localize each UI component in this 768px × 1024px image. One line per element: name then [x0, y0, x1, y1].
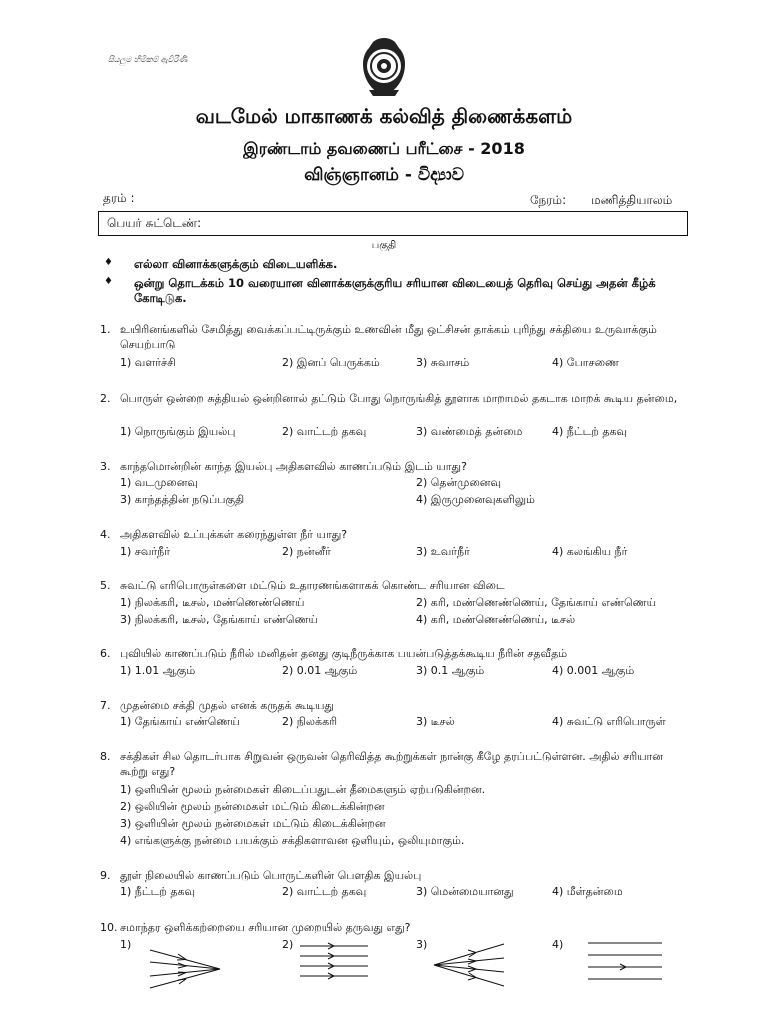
option-2[interactable]: 2) தென்முனைவு: [416, 476, 501, 489]
option-3[interactable]: 3) உவர்நீர்: [416, 545, 470, 558]
option-4[interactable]: 4): [552, 938, 564, 951]
question-6: [100, 646, 700, 661]
option-2[interactable]: 2): [282, 938, 294, 951]
name-index-box[interactable]: [98, 211, 688, 236]
question-number: 1.: [100, 323, 111, 336]
diamond-bullet-icon: ♦: [104, 257, 113, 268]
option-4[interactable]: 4) நீட்டற் தகவு: [552, 425, 628, 438]
question-number: 10.: [100, 921, 118, 934]
option-4[interactable]: 4) கரி, மண்ணெண்ணெய், டீசல்: [416, 613, 576, 626]
question-stem: காந்தமொன்றின் காந்த இயல்பு அதிகளவில் காணப்படும் இடம் யாது?: [120, 460, 467, 473]
question-stem: சமாந்தர ஒளிக்கற்றையை சரியான முறையில் தருவது எது?: [120, 921, 411, 934]
question-7: [100, 698, 700, 713]
question-stem: புவியில் காணப்படும் நீரில் மனிதன் தனது குடிநீருக்காக பயன்படுத்தக்கூடிய நீரின் சதவீதம்: [120, 647, 568, 660]
question-number: 3.: [100, 460, 111, 473]
question-number: 6.: [100, 647, 111, 660]
question-stem: தூள் நிலையில் காணப்படும் பொருட்களின் பௌதிக இயல்பு: [120, 869, 422, 882]
question-number: 5.: [100, 579, 111, 592]
subject-title: விஞ்ஞானம் - විද්‍යාව: [304, 165, 464, 185]
option-1[interactable]: 1) நிலக்கரி, டீசல், மண்ணெண்ணெய்: [120, 596, 305, 609]
question-number: 9.: [100, 869, 111, 882]
option-1[interactable]: 1): [120, 938, 132, 951]
question-stem: முதன்மை சக்தி முதல் எனக் கருதக் கூடியது: [120, 699, 334, 712]
option-2[interactable]: 2) ஒலியின் மூலம் நன்மைகள் மட்டும் கிடைக்கின்றன: [120, 800, 385, 813]
part-label: பகுதி: [371, 240, 397, 251]
option-4[interactable]: 4) இருமுனைவுகளிலும்: [416, 493, 535, 506]
question-9: [100, 868, 700, 883]
option-1[interactable]: 1) நீட்டற் தகவு: [120, 885, 196, 898]
instruction-text: ஒன்று தொடக்கம் 10 வரையான வினாக்களுக்குரிய சரியான விடையைத் தெரிவு செய்து அதன் கீழ்க் கோடிடுக.: [134, 276, 656, 305]
converging-rays-diagram: [148, 944, 228, 994]
instruction-text: எல்லா வினாக்களுக்கும் விடையளிக்க.: [134, 257, 338, 271]
question-stem: அதிகளவில் உப்புக்கள் கரைந்துள்ள நீர் யாது?: [120, 528, 348, 541]
question-number: 8.: [100, 750, 111, 763]
option-4[interactable]: 4) போசணை: [552, 356, 620, 369]
question-stem: சுவட்டு எரிபொருள்களை மட்டும் உதாரணங்களாகக் கொண்ட சரியான விடை: [120, 579, 505, 592]
time-value: மணித்தியாலம்: [591, 193, 673, 207]
exam-title: இரண்டாம் தவணைப் பரீட்சை - 2018: [243, 139, 525, 158]
option-3[interactable]: 3) வண்மைத் தன்மை: [416, 425, 523, 438]
time-field: [530, 193, 673, 209]
option-1[interactable]: 1) சவர்நீர்: [120, 545, 170, 558]
question-number: 2.: [100, 392, 111, 405]
option-3[interactable]: 3) நிலக்கரி, டீசல், தேங்காய் எண்ணெய்: [120, 613, 318, 626]
question-10: [100, 920, 700, 935]
question-number: 7.: [100, 699, 111, 712]
question-8: [100, 749, 700, 779]
option-4[interactable]: 4) சுவட்டு எரிபொருள்: [552, 715, 666, 728]
option-2[interactable]: 2) இனப் பெருக்கம்: [282, 356, 380, 369]
option-3[interactable]: 3) சுவாசம்: [416, 356, 470, 369]
option-1[interactable]: 1) ஒளியின் மூலம் நன்மைகள் கிடைப்பதுடன் தீமைகளும் ஏற்படுகின்றன.: [120, 783, 486, 796]
option-3[interactable]: 3) 0.1 ஆகும்: [416, 664, 485, 677]
grade-label: தரம் :: [103, 191, 135, 205]
parallel-lines-single-arrow-diagram: [586, 938, 666, 988]
instruction-item: [104, 276, 704, 308]
option-2[interactable]: 2) 0.01 ஆகும்: [282, 664, 358, 677]
question-5: [100, 578, 700, 593]
option-2[interactable]: 2) நன்னீர்: [282, 545, 331, 558]
option-3[interactable]: 3) டீசல்: [416, 715, 455, 728]
question-1: [100, 322, 700, 352]
question-2: [100, 391, 700, 421]
time-label: நேரம்:: [530, 193, 567, 207]
option-2[interactable]: 2) கரி, மண்ணெண்ணெய், தேங்காய் எண்ணெய்: [416, 596, 657, 609]
option-1[interactable]: 1) தேங்காய் எண்ணெய்: [120, 715, 240, 728]
diamond-bullet-icon: ♦: [104, 276, 113, 287]
option-1[interactable]: 1) வடமுனைவு: [120, 476, 198, 489]
option-1[interactable]: 1) 1.01 ஆகும்: [120, 664, 196, 677]
option-4[interactable]: 4) கலங்கிய நீர்: [552, 545, 628, 558]
parallel-rays-diagram: [298, 942, 378, 982]
option-1[interactable]: 1) நொருங்கும் இயல்பு: [120, 425, 236, 438]
diverging-rays-diagram: [432, 940, 512, 990]
name-index-label: பெயர் சுட்டெண்:: [107, 216, 202, 230]
option-3[interactable]: 3) காந்தத்தின் நடுப்பகுதி: [120, 493, 245, 506]
option-3[interactable]: 3) ஒளியின் மூலம் நன்மைகள் மட்டும் கிடைக்கின்றன: [120, 817, 386, 830]
question-3: [100, 459, 700, 474]
option-3[interactable]: 3) மென்மையானது: [416, 885, 514, 898]
question-stem: சக்திகள் சில தொடர்பாக சிறுவன் ஒருவன் தெரிவித்த கூற்றுக்கள் நான்கு கீழே தரப்பட்டுள்ளன. அதில் சரியான கூற்று எது?: [120, 750, 663, 778]
option-2[interactable]: 2) வாட்டற் தகவு: [282, 425, 367, 438]
instruction-item: [104, 257, 704, 273]
option-3[interactable]: 3): [416, 938, 428, 951]
option-4[interactable]: 4) 0.001 ஆகும்: [552, 664, 635, 677]
option-2[interactable]: 2) வாட்டற் தகவு: [282, 885, 367, 898]
question-stem: உயிரினங்களில் சேமித்து வைக்கப்பட்டிருக்கும் உணவின் மீது ஒட்சிசன் தாக்கம் புரிந்து சக்தியை உருவாக்கும் செயற்பாடு: [120, 323, 657, 351]
option-4[interactable]: 4) மீள்தன்மை: [552, 885, 623, 898]
option-1[interactable]: 1) வளர்ச்சி: [120, 356, 176, 369]
question-4: [100, 527, 700, 542]
option-2[interactable]: 2) நிலக்கரி: [282, 715, 338, 728]
option-4[interactable]: 4) எங்களுக்கு நன்மை பயக்கும் சக்திகளாவன ஒளியும், ஒலியுமாகும்.: [120, 834, 465, 847]
question-number: 4.: [100, 528, 111, 541]
department-title: வடமேல் மாகாணக் கல்வித் திணைக்களம்: [195, 104, 573, 128]
question-stem: பொருள் ஒன்றை சுத்தியல் ஒன்றினால் தட்டும் போது நொருங்கித் தூளாக மாறாமல் தகடாக மாறக் கூடிய தன்மை,: [120, 392, 678, 405]
emblem-icon: [359, 36, 409, 98]
copyright-note: සියලුම හිමිකම් ඇවිරිණි: [108, 55, 188, 64]
